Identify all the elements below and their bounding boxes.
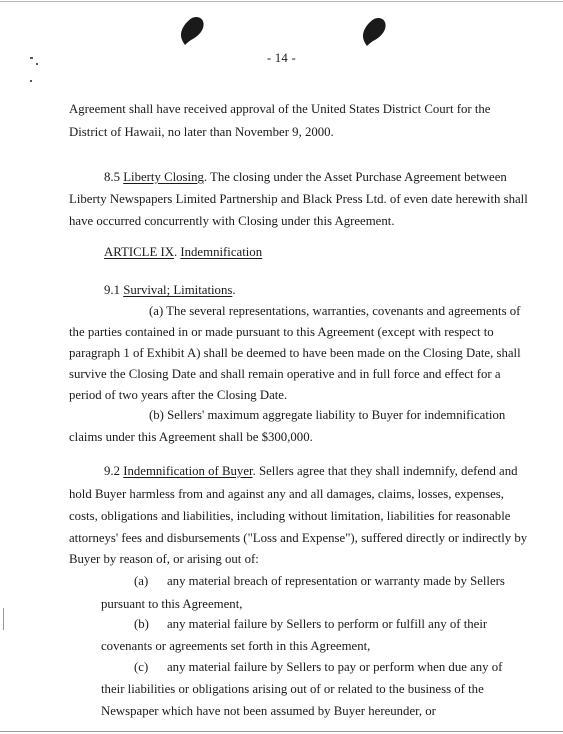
text-line (69, 191, 528, 207)
text-line (149, 303, 520, 319)
text-line (69, 508, 510, 524)
text-run: . (232, 283, 236, 297)
text-line (69, 366, 501, 382)
text-run: (b) (134, 617, 149, 631)
text-run: covenants or agreements set forth in this Agreement, (101, 639, 371, 653)
page-top-edge (0, 1, 563, 2)
text-run: Newspaper which have not been assumed by Buyer hereunder, or (101, 704, 436, 718)
text-run: Buyer by reason of, or arising out of: (69, 552, 259, 566)
text-run: claims under this Agreement shall be $300,000. (69, 430, 313, 444)
text-run: 9.1 (104, 283, 124, 297)
text-run: . The closing under the Asset Purchase Agreement between (203, 170, 507, 184)
underlined-text: Survival; Limitations (123, 283, 233, 297)
text-run: paragraph 1 of Exhibit A) shall be deemed to have been made on the Closing Date, shall (69, 346, 521, 360)
text-run: 9.2 (104, 464, 124, 478)
page-bottom-edge (0, 731, 563, 732)
text-run: any material failure by Sellers to pay or perform when due any of (167, 660, 503, 674)
text-line (69, 530, 527, 546)
scan-edge-mark (3, 608, 4, 630)
text-line (69, 429, 313, 445)
text-run: the parties contained in or made pursuant to this Agreement (except with respect to (69, 325, 494, 339)
text-run: (c) (134, 660, 149, 674)
punch-hole-mark-right (361, 17, 387, 47)
section-9-2-heading-line (104, 463, 518, 479)
list-item-marker (134, 659, 148, 675)
scan-speck (30, 80, 32, 82)
text-run: District of Hawaii, no later than November 9, 2000. (69, 125, 334, 139)
text-run: hold Buyer harmless from and against any and all damages, claims, losses, expenses, (69, 487, 504, 501)
underlined-text: Liberty Closing (123, 170, 204, 184)
text-run: . Sellers agree that they shall indemnify, defend and (252, 464, 518, 478)
text-run: period of two years after the Closing Date. (69, 388, 288, 402)
underlined-text: ARTICLE IX (104, 245, 174, 259)
article-ix-heading (104, 244, 262, 260)
text-run: costs, obligations and liabilities, including without limitation, liabilities for reasonable (69, 509, 511, 523)
text-run: (a) (134, 574, 149, 588)
text-line (69, 324, 494, 340)
list-item-marker (134, 573, 148, 589)
text-run: survive the Closing Date and shall remain operative and in full force and effect for a (69, 367, 501, 381)
text-run: (b) Sellers' maximum aggregate liability to Buyer for indemnification (149, 408, 506, 422)
text-run: . (173, 245, 181, 259)
section-9-1-heading (104, 282, 236, 298)
text-line (101, 638, 370, 654)
text-line (167, 573, 505, 589)
text-run: 8.5 (104, 170, 124, 184)
text-line (69, 345, 521, 361)
text-line (167, 616, 487, 632)
section-8-5-heading-line (104, 169, 507, 185)
underlined-text: Indemnification of Buyer (123, 464, 253, 478)
text-line (69, 124, 334, 140)
list-item-marker (134, 616, 149, 632)
text-line (69, 387, 287, 403)
text-run: Liberty Newspapers Limited Partnership and Black Press Ltd. of even date herewith shall (69, 192, 528, 206)
punch-hole-mark-left (179, 16, 205, 46)
text-run: pursuant to this Agreement, (101, 597, 243, 611)
text-line (69, 486, 504, 502)
underlined-text: Indemnification (180, 245, 263, 259)
text-run: (a) The several representations, warranties, covenants and agreements of (149, 304, 521, 318)
text-run: have occurred concurrently with Closing under this Agreement. (69, 214, 395, 228)
text-line (101, 703, 436, 719)
text-line (101, 681, 484, 697)
text-run: their liabilities or obligations arising out of or related to the business of the (101, 682, 484, 696)
text-run: any material breach of representation or warranty made by Sellers (167, 574, 505, 588)
text-line (101, 596, 242, 612)
text-line (149, 407, 505, 423)
text-run: any material failure by Sellers to perform or fulfill any of their (167, 617, 488, 631)
text-line (69, 213, 395, 229)
text-run: Agreement shall have received approval of the United States District Court for the (69, 102, 491, 116)
page-number: - 14 - (267, 51, 296, 65)
text-run: attorneys' fees and disbursements ("Loss and Expense"), suffered directly or indirectly by (69, 531, 528, 545)
text-line (69, 101, 490, 117)
text-line (167, 659, 502, 675)
text-line (69, 551, 259, 567)
